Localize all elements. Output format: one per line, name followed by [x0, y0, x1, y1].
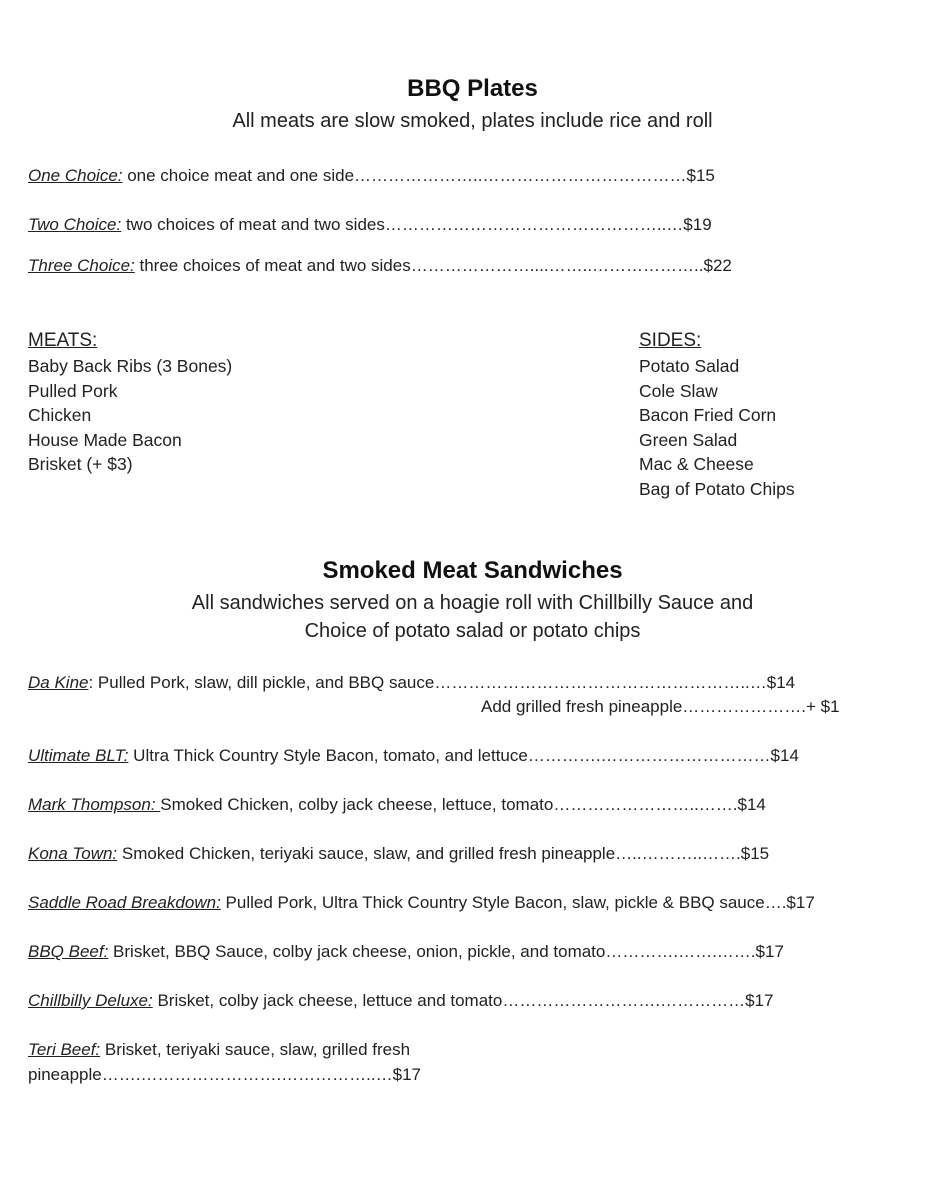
side-item: Green Salad	[639, 429, 738, 450]
plate-item-name: Two Choice:	[28, 215, 122, 234]
meat-item: Chicken	[28, 405, 92, 425]
plate-item-desc: one choice meat and one side…………………..………………………………$15	[122, 166, 715, 185]
sandwich-desc: Smoked Chicken, colby jack cheese, lettuce, tomato……………………..…….$14	[160, 795, 766, 814]
sandwich-mark-thompson	[28, 795, 766, 815]
sandwiches-subtitle-line2: Choice of potato salad or potato chips	[304, 620, 641, 642]
side-item: Bag of Potato Chips	[639, 478, 795, 499]
sandwich-name: Ultimate BLT:	[28, 746, 129, 765]
sandwich-name: Kona Town:	[28, 844, 118, 863]
sandwich-teri-beef-line2: pineapple…….…………………….……………..…$17	[28, 1065, 421, 1084]
sandwich-desc: Brisket, BBQ Sauce, colby jack cheese, onion, pickle, and tomato………….…….…….$17	[108, 942, 784, 961]
plates-title: BBQ Plates	[407, 75, 538, 102]
sandwich-name: BBQ Beef:	[28, 942, 109, 961]
sandwiches-subtitle-line1: All sandwiches served on a hoagie roll with Chillbilly Sauce and	[191, 592, 754, 614]
sandwich-name: Chillbilly Deluxe:	[28, 991, 153, 1010]
plate-item-two-choice	[28, 215, 712, 235]
plate-item-desc: two choices of meat and two sides…………………………………………..…$19	[121, 215, 712, 234]
sandwich-name: Teri Beef:	[28, 1040, 101, 1059]
meat-item: Pulled Pork	[28, 380, 118, 401]
sides-list	[639, 330, 795, 501]
sandwich-name: Saddle Road Breakdown:	[28, 893, 221, 912]
sandwich-addon-pineapple: Add grilled fresh pineapple………………….+ $1	[481, 697, 840, 716]
side-item: Potato Salad	[639, 356, 740, 376]
sandwich-desc: Brisket, colby jack cheese, lettuce and tomato……………………….……………$17	[152, 991, 774, 1010]
meat-item: Brisket (+ $3)	[28, 454, 133, 474]
sandwich-desc: Smoked Chicken, teriyaki sauce, slaw, and grilled fresh pineapple…..………..…….$15	[117, 844, 770, 863]
plates-subtitle: All meats are slow smoked, plates include rice and roll	[232, 110, 713, 132]
sandwich-teri-beef	[28, 1040, 410, 1060]
plate-item-one-choice	[28, 166, 715, 186]
plate-item-three-choice	[28, 256, 732, 276]
meats-list	[28, 330, 232, 477]
sandwich-da-kine	[28, 673, 795, 693]
sandwich-kona-town	[28, 844, 769, 864]
sandwich-ultimate-blt	[28, 746, 799, 766]
plate-item-name: Three Choice:	[28, 256, 135, 275]
sandwich-name: Mark Thompson:	[28, 795, 161, 814]
plate-item-desc: three choices of meat and two sides…………………....……..………………..$22	[134, 256, 732, 275]
side-item: Bacon Fried Corn	[639, 405, 777, 425]
side-item: Mac & Cheese	[639, 454, 754, 474]
sandwich-desc: : Pulled Pork, slaw, dill pickle, and BBQ sauce………………………………………………..…$14	[88, 673, 796, 692]
sandwich-desc: Ultra Thick Country Style Bacon, tomato, and lettuce………….…………………………$14	[128, 746, 799, 765]
sandwich-chillbilly-deluxe	[28, 991, 773, 1011]
meats-header: MEATS:	[28, 330, 98, 351]
plate-item-name: One Choice:	[28, 166, 123, 185]
sandwich-saddle-road	[28, 893, 815, 913]
sandwich-desc: Brisket, teriyaki sauce, slaw, grilled fresh	[100, 1040, 411, 1059]
sandwich-name: Da Kine	[28, 673, 89, 692]
sandwich-desc: Pulled Pork, Ultra Thick Country Style Bacon, slaw, pickle & BBQ sauce….$17	[220, 893, 815, 912]
sides-header: SIDES:	[639, 330, 702, 351]
meat-item: Baby Back Ribs (3 Bones)	[28, 356, 233, 376]
sandwich-bbq-beef	[28, 942, 784, 962]
side-item: Cole Slaw	[639, 380, 718, 401]
sandwiches-title: Smoked Meat Sandwiches	[322, 557, 623, 584]
meat-item: House Made Bacon	[28, 429, 182, 450]
